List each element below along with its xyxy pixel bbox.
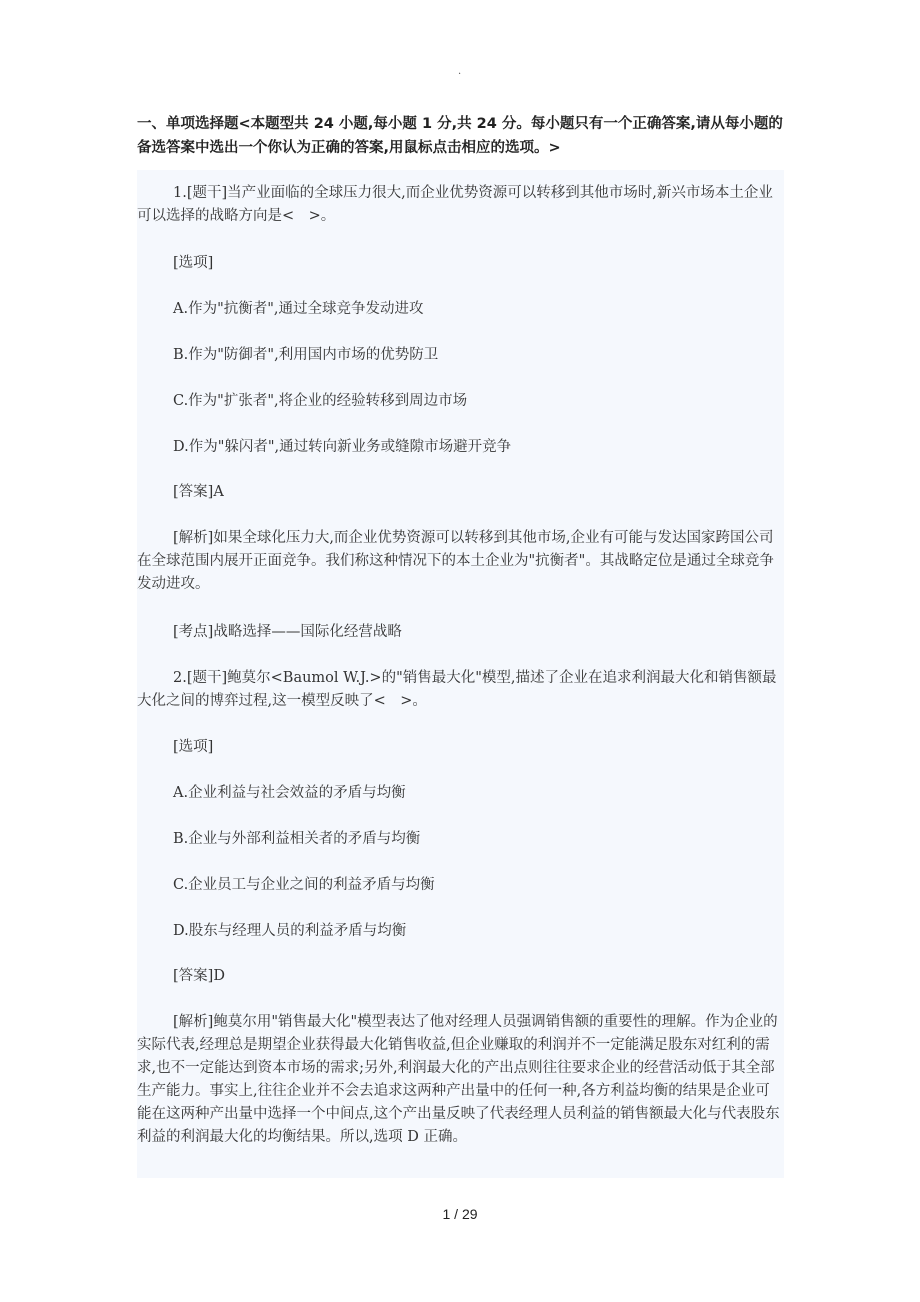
question-2-option-d: D.股东与经理人员的利益矛盾与均衡	[173, 923, 407, 939]
question-2-answer: [答案]D	[173, 968, 225, 984]
question-1-option-a: A.作为"抗衡者",通过全球竞争发动进攻	[173, 301, 424, 317]
question-1-option-c: C.作为"扩张者",将企业的经验转移到周边市场	[173, 393, 468, 409]
question-2-analysis: [解析]鲍莫尔用"销售最大化"模型表达了他对经理人员强调销售额的重要性的理解。作为企业的实际代表,经理总是期望企业获得最大化销售收益,但企业赚取的利润并不一定能满足股东对红利的需求,也不一定能达到资本市场的需求;另外,利润最大化的产出点则往往要求企业的经营活动低于其全部生产能力。事实上,往往企业并不会去追求这两种产出量中的任何一种,各方利益均衡的结果是企业可能在这两种产出量中选择一个中间点,这个产出量反映了代表经理人员利益的销售额最大化与代表股东利益的利润最大化的均衡结果。所以,选项 D 正确。	[137, 1014, 780, 1145]
question-2-stem: 2.[题干]鲍莫尔<Baumol W.J.>的"销售最大化"模型,描述了企业在追求利润最大化和销售额最大化之间的博弈过程,这一模型反映了< >。	[137, 670, 777, 709]
question-1-option-b: B.作为"防御者",利用国内市场的优势防卫	[173, 347, 439, 363]
question-1-answer: [答案]A	[173, 484, 224, 500]
header-mark: .	[458, 66, 462, 77]
page-number: 1 / 29	[442, 1206, 478, 1222]
question-1-topic: [考点]战略选择——国际化经营战略	[173, 624, 402, 640]
question-1-options-label: [选项]	[173, 255, 214, 271]
section-heading: 一、单项选择题<本题型共 24 小题,每小题 1 分,共 24 分。每小题只有一个正确答案,请从每小题的备选答案中选出一个你认为正确的答案,用鼠标点击相应的选项。>	[137, 116, 783, 156]
question-2-options-label: [选项]	[173, 739, 214, 755]
question-2-option-a: A.企业利益与社会效益的矛盾与均衡	[173, 785, 406, 801]
question-2-option-b: B.企业与外部利益相关者的矛盾与均衡	[173, 831, 421, 847]
question-2-option-c: C.企业员工与企业之间的利益矛盾与均衡	[173, 877, 435, 893]
question-1-analysis: [解析]如果全球化压力大,而企业优势资源可以转移到其他市场,企业有可能与发达国家跨国公司在全球范围内展开正面竞争。我们称这种情况下的本土企业为"抗衡者"。其战略定位是通过全球竞争发动进攻。	[137, 530, 774, 592]
question-1-option-d: D.作为"躲闪者",通过转向新业务或缝隙市场避开竞争	[173, 439, 512, 455]
question-1-stem: 1.[题干]当产业面临的全球压力很大,而企业优势资源可以转移到其他市场时,新兴市场本土企业可以选择的战略方向是< >。	[137, 185, 773, 224]
